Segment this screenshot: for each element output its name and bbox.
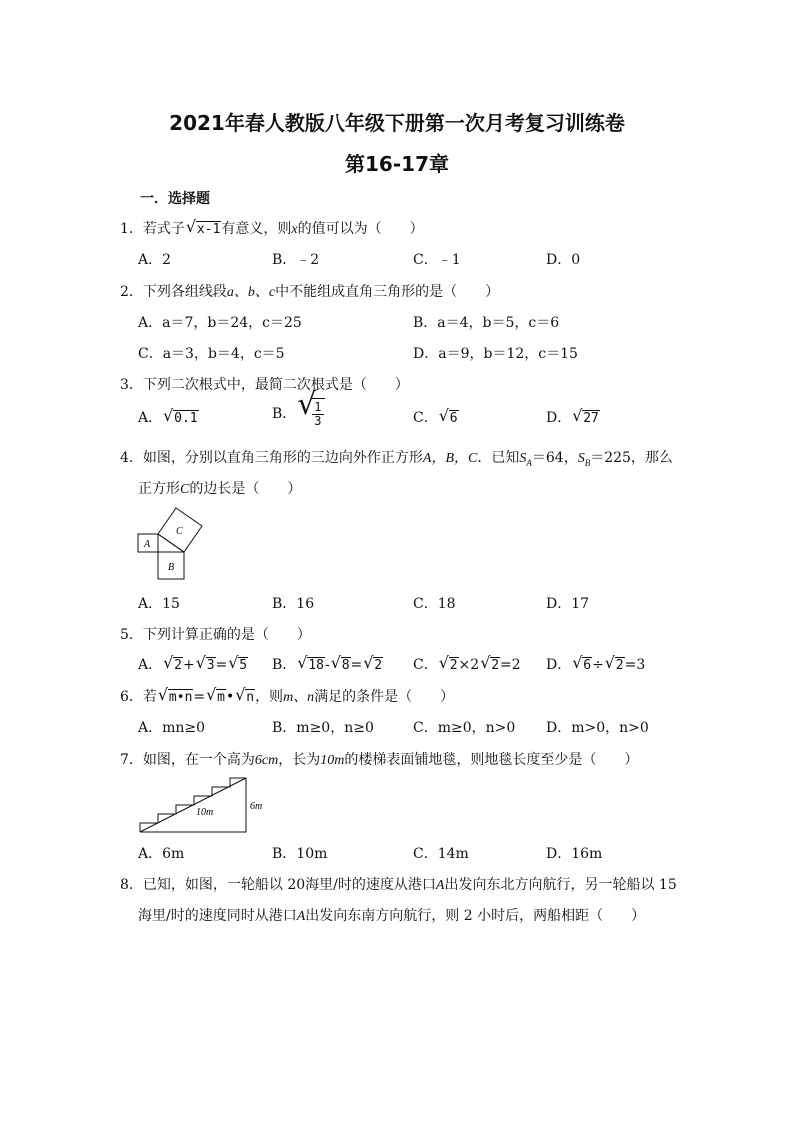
question-8-line-1: 8．已知，如图，一轮船以 20海里/时的速度从港口A出发向东北方向航行，另一轮船以 15	[120, 877, 677, 893]
question-5: 5．下列计算正确的是（ ）	[120, 627, 311, 643]
question-1: 1．若式子 √ x-1有意义，则x的值可以为（ ）	[120, 217, 424, 237]
q7-option-d[interactable]: D．16m	[546, 846, 603, 862]
q3-option-b[interactable]: B． √ $\frac{1}{3}$	[272, 398, 325, 428]
label-c: C	[176, 526, 183, 537]
q5-option-b[interactable]: B． √ 18- √ 8= √ 2	[272, 653, 383, 673]
q3-option-a[interactable]: A． √ 0.1	[138, 406, 198, 426]
q2-option-c[interactable]: C．a＝3，b＝4，c＝5	[138, 346, 285, 362]
q4-option-a[interactable]: A．15	[138, 596, 180, 612]
question-6: 6．若 √ m•n= √ m• √ n，则m、n满足的条件是（ ）	[120, 685, 455, 705]
q2-option-b[interactable]: B．a＝4，b＝5，c＝6	[413, 315, 560, 331]
q7-option-c[interactable]: C．14m	[413, 846, 469, 862]
q5-option-d[interactable]: D． √ 6÷ √ 2=3	[546, 653, 646, 673]
label-height: 6m	[250, 801, 263, 812]
q1-option-b[interactable]: B．﹣2	[272, 252, 320, 268]
q6-option-b[interactable]: B．m≥0，n≥0	[272, 720, 374, 736]
q7-option-a[interactable]: A．6m	[138, 846, 185, 862]
section-title: 一．选择题	[140, 191, 210, 207]
q6-option-a[interactable]: A．mn≥0	[138, 720, 206, 736]
q3-option-d[interactable]: D． √ 27	[546, 406, 599, 426]
q5-option-a[interactable]: A． √ 2+ √ 3= √ 5	[138, 653, 248, 673]
question-7: 7．如图，在一个高为6cm，长为10m的楼梯表面铺地毯，则地毯长度至少是（ ）	[120, 752, 639, 768]
page-subtitle: 第16-17章	[345, 152, 449, 176]
q4-option-d[interactable]: D．17	[546, 596, 590, 612]
question-8-line-2: 海里/时的速度同时从港口A出发向东南方向航行，则 2 小时后，两船相距（ ）	[138, 908, 646, 924]
q7-option-b[interactable]: B．10m	[272, 846, 328, 862]
page-title: 2021年春人教版八年级下册第一次月考复习训练卷	[169, 111, 625, 135]
q1-option-d[interactable]: D．0	[546, 252, 581, 268]
q6-option-c[interactable]: C．m≥0，n>0	[413, 720, 516, 736]
q2-option-d[interactable]: D．a＝9，b＝12，c＝15	[413, 346, 578, 362]
q5-option-c[interactable]: C． √ 2×2 √ 2=2	[413, 653, 521, 673]
label-a: A	[144, 539, 151, 550]
question-3: 3．下列二次根式中，最简二次根式是（ ）	[120, 377, 409, 393]
q1-option-c[interactable]: C．﹣1	[413, 252, 461, 268]
q4-option-b[interactable]: B．16	[272, 596, 315, 612]
question-4-line-2: 正方形C的边长是（ ）	[138, 481, 302, 497]
staircase-figure	[136, 775, 272, 837]
q2-option-a[interactable]: A．a＝7，b＝24，c＝25	[138, 315, 302, 331]
squares-figure	[136, 503, 218, 583]
question-4-line-1: 4．如图，分别以直角三角形的三边向外作正方形A，B，C．已知$S_A=64$，$S_B=225$，那么	[120, 450, 673, 468]
q4-option-c[interactable]: C．18	[413, 596, 456, 612]
sqrt-expression: √ x-1	[185, 217, 221, 237]
q6-option-d[interactable]: D．m>0，n>0	[546, 720, 649, 736]
label-length: 10m	[196, 807, 214, 818]
q3-option-c[interactable]: C． √ 6	[413, 406, 458, 426]
label-b: B	[168, 562, 175, 573]
question-2: 2．下列各组线段a、b、c中不能组成直角三角形的是（ ）	[120, 284, 500, 300]
q1-option-a[interactable]: A．2	[138, 252, 172, 268]
